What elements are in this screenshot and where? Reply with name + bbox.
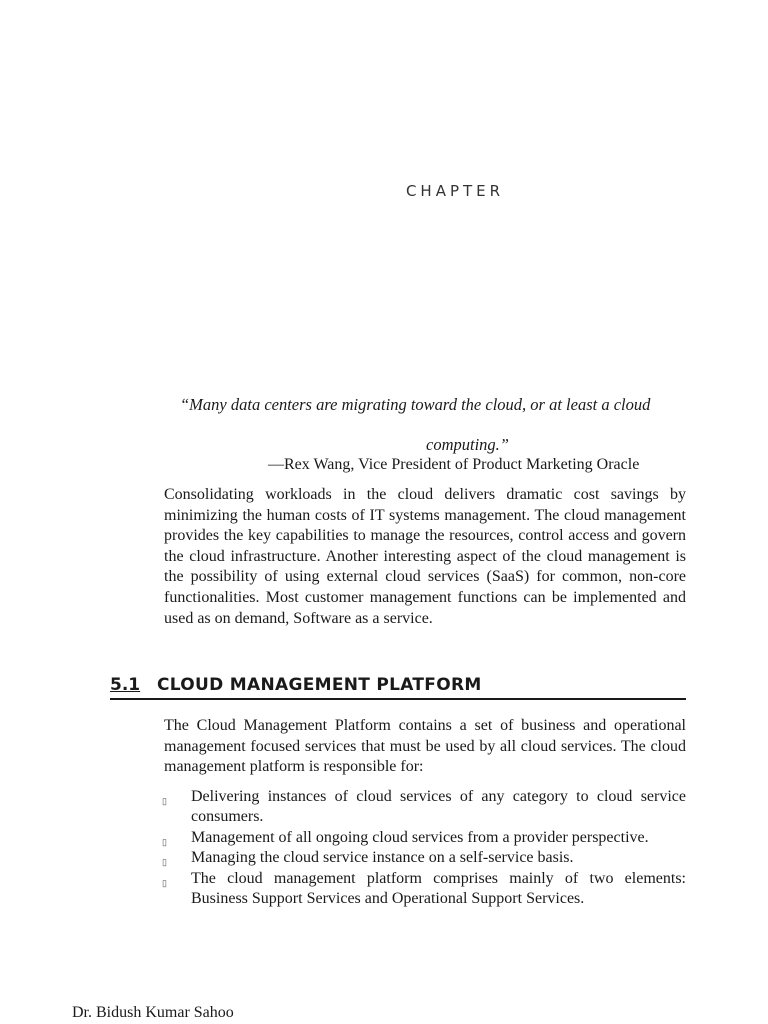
section-heading bbox=[110, 675, 686, 700]
list-item-text: Management of all ongoing cloud services from a provider perspective. bbox=[191, 828, 649, 846]
list-item bbox=[160, 848, 686, 868]
list-item-text: Delivering instances of cloud services of any category to cloud service consumers. bbox=[191, 788, 686, 826]
quote-attribution: —Rex Wang, Vice President of Product Marketing Oracle bbox=[268, 456, 640, 473]
section-number: 5.1 bbox=[110, 675, 141, 695]
section-title: CLOUD MANAGEMENT PLATFORM bbox=[157, 675, 482, 695]
footer-author: Dr. Bidush Kumar Sahoo bbox=[72, 1004, 234, 1021]
chapter-label: CHAPTER bbox=[405, 182, 505, 200]
quote-line-1: “Many data centers are migrating toward the cloud, or at least a cloud bbox=[180, 395, 651, 414]
list-item bbox=[160, 787, 686, 828]
bullet-icon: ▯ bbox=[162, 857, 167, 868]
intro-paragraph: Consolidating workloads in the cloud delivers dramatic cost savings by minimizing the human costs of IT systems management. The cloud management provides the key capabilities to manage the resources, control access and govern the cloud infrastructure. Another interesting aspect of the cloud management is the possibility of using external cloud services (SaaS) for common, non-core functionalities. Most customer management functions can be implemented and used as on demand, Software as a service. bbox=[164, 486, 686, 627]
section-paragraph: The Cloud Management Platform contains a set of business and operational management focused services that must be used by all cloud services. The cloud management platform is responsible for: bbox=[164, 717, 686, 776]
list-item-text: Managing the cloud service instance on a self-service basis. bbox=[191, 849, 574, 867]
epigraph-quote bbox=[180, 395, 670, 455]
list-item bbox=[160, 828, 686, 848]
list-item bbox=[160, 869, 686, 910]
bullet-icon: ▯ bbox=[162, 796, 167, 806]
quote-line-2: computing.” bbox=[426, 435, 509, 454]
bullet-icon: ▯ bbox=[162, 877, 167, 888]
bullet-icon: ▯ bbox=[162, 836, 167, 847]
list-item-text: The cloud management platform comprises mainly of two elements: Business Support Services and Operational Support Services. bbox=[191, 869, 686, 908]
bullet-list bbox=[160, 787, 686, 909]
